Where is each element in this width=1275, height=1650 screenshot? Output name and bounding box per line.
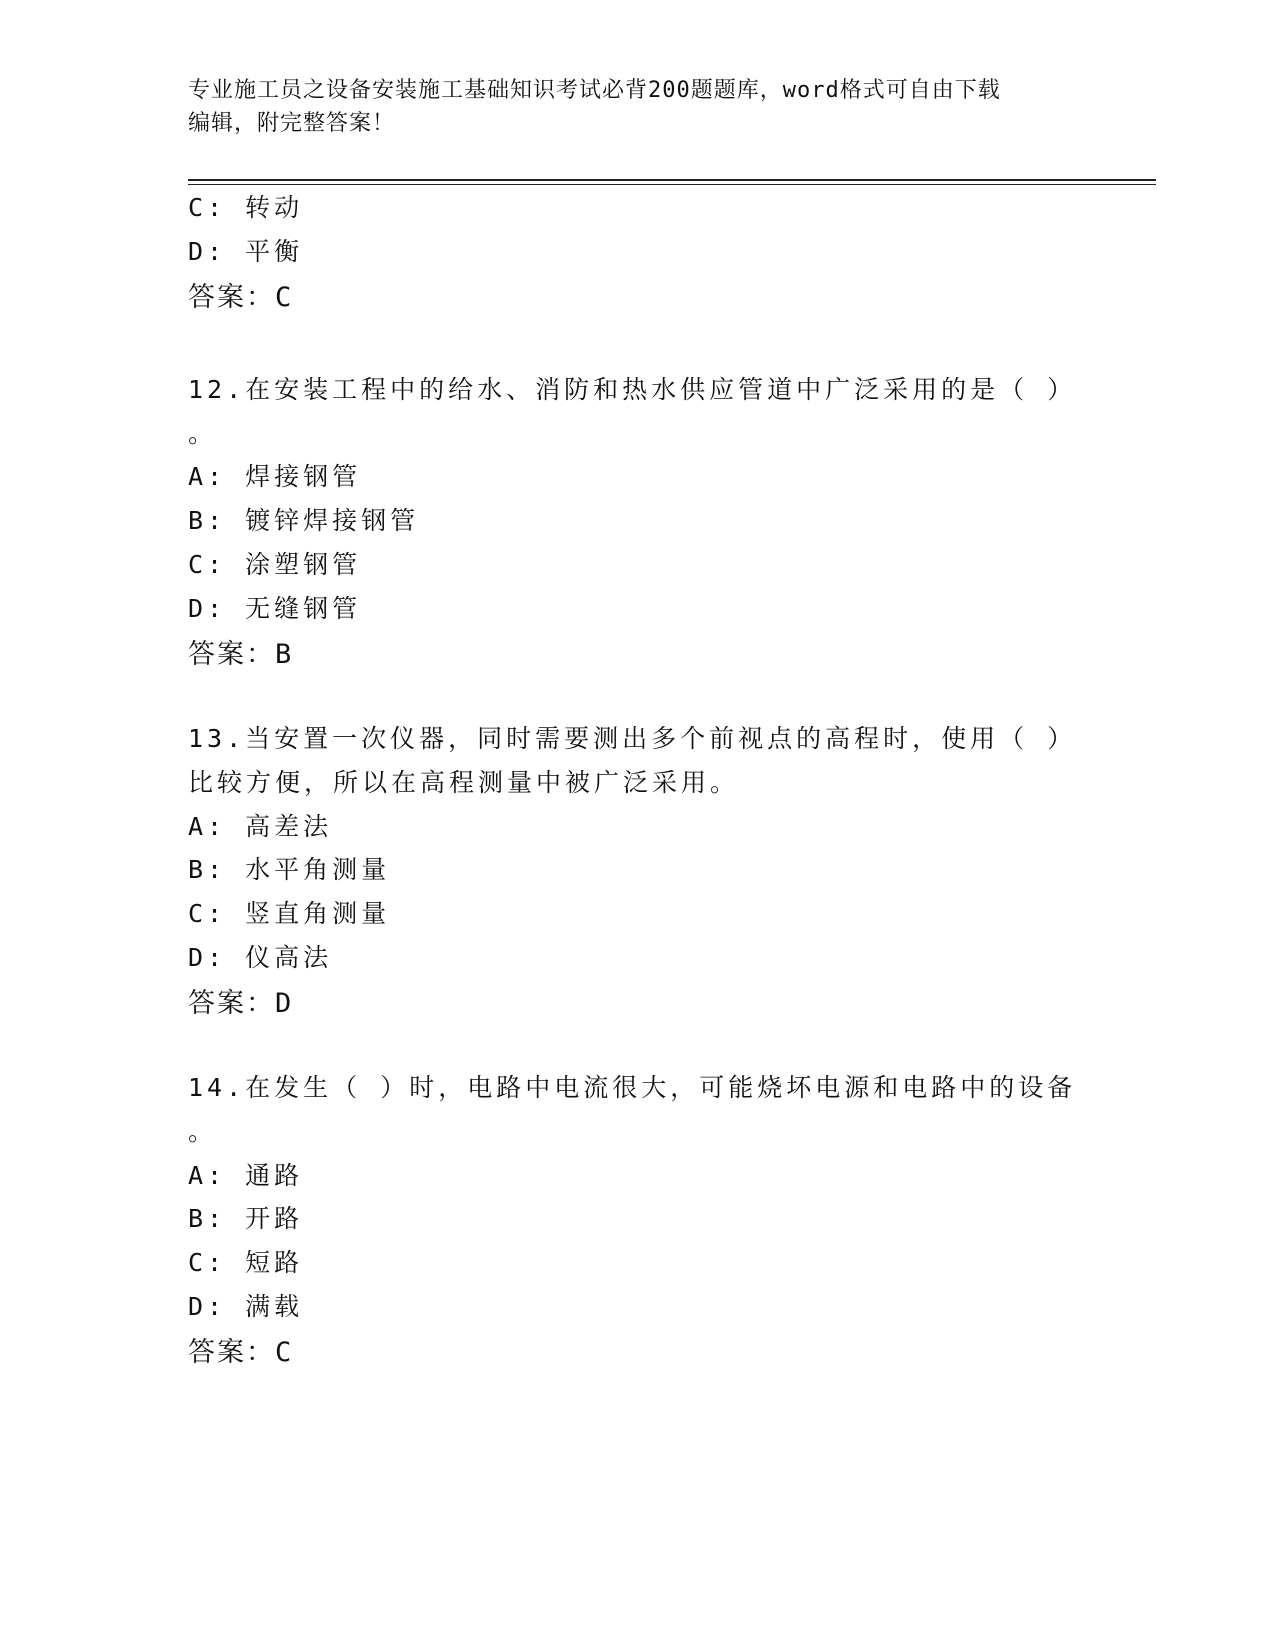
answer-value: C: [275, 282, 294, 313]
prev-option-c: C: 转动: [188, 193, 304, 222]
q13-option-a: A: 高差法: [188, 812, 333, 841]
prev-option-d: D: 平衡: [188, 237, 304, 266]
header-divider: [188, 179, 1156, 185]
answer-label: 答案：: [188, 282, 275, 313]
q14-option-b: B: 开路: [188, 1204, 304, 1233]
q13-option-c: C: 竖直角测量: [188, 899, 391, 928]
q13-stem-line-2: 比较方便，所以在高程测量中被广泛采用。: [188, 768, 740, 797]
answer-label: 答案：: [188, 988, 275, 1019]
q12-stem-line-1: 12.在安装工程中的给水、消防和热水供应管道中广泛采用的是（ ）: [188, 375, 1077, 404]
q13-answer: [188, 987, 293, 1021]
q12-option-a: A: 焊接钢管: [188, 462, 362, 491]
q14-stem-line-2: 。: [188, 1117, 218, 1146]
q14-option-a: A: 通路: [188, 1161, 304, 1190]
header-line-1: 专业施工员之设备安装施工基础知识考试必背200题题库，word格式可自由下载: [188, 78, 1001, 103]
answer-label: 答案：: [188, 639, 275, 670]
prev-answer: [188, 281, 293, 315]
answer-value: C: [275, 1337, 294, 1368]
answer-value: D: [275, 988, 294, 1019]
q12-stem-line-2: 。: [188, 419, 218, 448]
q14-stem-line-1: 14.在发生（ ）时，电路中电流很大，可能烧坏电源和电路中的设备: [188, 1073, 1077, 1102]
document-header: [188, 74, 1088, 140]
q12-option-b: B: 镀锌焊接钢管: [188, 506, 420, 535]
q12-answer: [188, 638, 293, 672]
header-line-2: 编辑，附完整答案！: [188, 111, 396, 136]
q13-stem-line-1: 13.当安置一次仪器，同时需要测出多个前视点的高程时，使用（ ）: [188, 724, 1077, 753]
answer-label: 答案：: [188, 1337, 275, 1368]
answer-value: B: [275, 639, 294, 670]
q14-answer: [188, 1336, 293, 1370]
q12-option-d: D: 无缝钢管: [188, 594, 362, 623]
q12-option-c: C: 涂塑钢管: [188, 550, 362, 579]
q13-option-d: D: 仪高法: [188, 943, 333, 972]
q13-option-b: B: 水平角测量: [188, 855, 391, 884]
q14-option-d: D: 满载: [188, 1292, 304, 1321]
q14-option-c: C: 短路: [188, 1248, 304, 1277]
